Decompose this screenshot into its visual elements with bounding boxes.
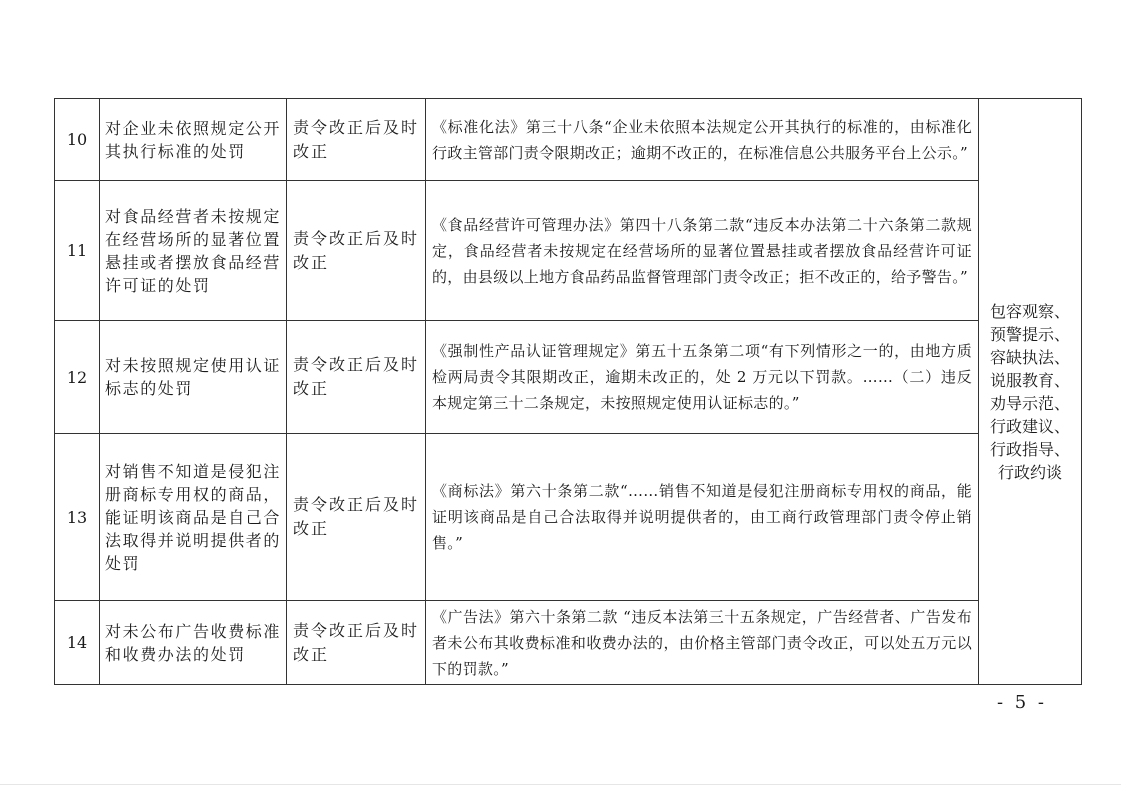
measure-cell: 责令改正后及时改正	[287, 99, 426, 181]
item-cell: 对未按照规定使用认证标志的处罚	[100, 321, 287, 434]
legal-basis-cell: 《标准化法》第三十八条“企业未依照本法规定公开其执行的标准的，由标准化行政主管部门责令限期改正；逾期不改正的，在标准信息公共服务平台上公示。”	[426, 99, 979, 181]
method-item: 说服教育、	[989, 370, 1070, 390]
measures-table	[54, 98, 1082, 685]
item-cell: 对企业未依照规定公开其执行标准的处罚	[100, 99, 287, 181]
method-item: 预警提示、	[989, 324, 1070, 344]
measure-cell: 责令改正后及时改正	[287, 321, 426, 434]
row-number: 10	[55, 99, 100, 181]
row-number: 12	[55, 321, 100, 434]
measure-cell: 责令改正后及时改正	[287, 601, 426, 685]
table-row	[55, 434, 1082, 601]
table-row	[55, 181, 1082, 321]
divider	[0, 784, 1121, 785]
row-number: 14	[55, 601, 100, 685]
item-cell: 对食品经营者未按规定在经营场所的显著位置悬挂或者摆放食品经营许可证的处罚	[100, 181, 287, 321]
legal-basis-cell: 《强制性产品认证管理规定》第五十五条第二项“有下列情形之一的，由地方质检两局责令其限期改正，逾期未改正的，处 2 万元以下罚款。……（二）违反本规定第三十二条规定，未按照规定使用认证标志的。”	[426, 321, 979, 434]
method-item: 劝导示范、	[989, 393, 1070, 413]
item-cell: 对销售不知道是侵犯注册商标专用权的商品，能证明该商品是自己合法取得并说明提供者的处罚	[100, 434, 287, 601]
methods-cell	[979, 99, 1082, 685]
page-number: - 5 -	[996, 692, 1047, 713]
method-item: 行政建议、	[989, 416, 1070, 436]
method-item: 容缺执法、	[989, 347, 1070, 367]
row-number: 13	[55, 434, 100, 601]
legal-basis-cell: 《食品经营许可管理办法》第四十八条第二款“违反本办法第二十六条第二款规定，食品经营者未按规定在经营场所的显著位置悬挂或者摆放食品经营许可证的，由县级以上地方食品药品监督管理部门责令改正；拒不改正的，给予警告。”	[426, 181, 979, 321]
measure-cell: 责令改正后及时改正	[287, 434, 426, 601]
method-item: 行政约谈	[997, 462, 1062, 482]
method-item: 包容观察、	[989, 301, 1070, 321]
row-number: 11	[55, 181, 100, 321]
table-row	[55, 601, 1082, 685]
legal-basis-cell: 《商标法》第六十条第二款“……销售不知道是侵犯注册商标专用权的商品，能证明该商品是自己合法取得并说明提供者的，由工商行政管理部门责令停止销售。”	[426, 434, 979, 601]
item-cell: 对未公布广告收费标准和收费办法的处罚	[100, 601, 287, 685]
table-row	[55, 321, 1082, 434]
method-item: 行政指导、	[989, 439, 1070, 459]
table-row	[55, 99, 1082, 181]
legal-basis-cell: 《广告法》第六十条第二款 “违反本法第三十五条规定，广告经营者、广告发布者未公布其收费标准和收费办法的，由价格主管部门责令改正，可以处五万元以下的罚款。”	[426, 601, 979, 685]
measure-cell: 责令改正后及时改正	[287, 181, 426, 321]
